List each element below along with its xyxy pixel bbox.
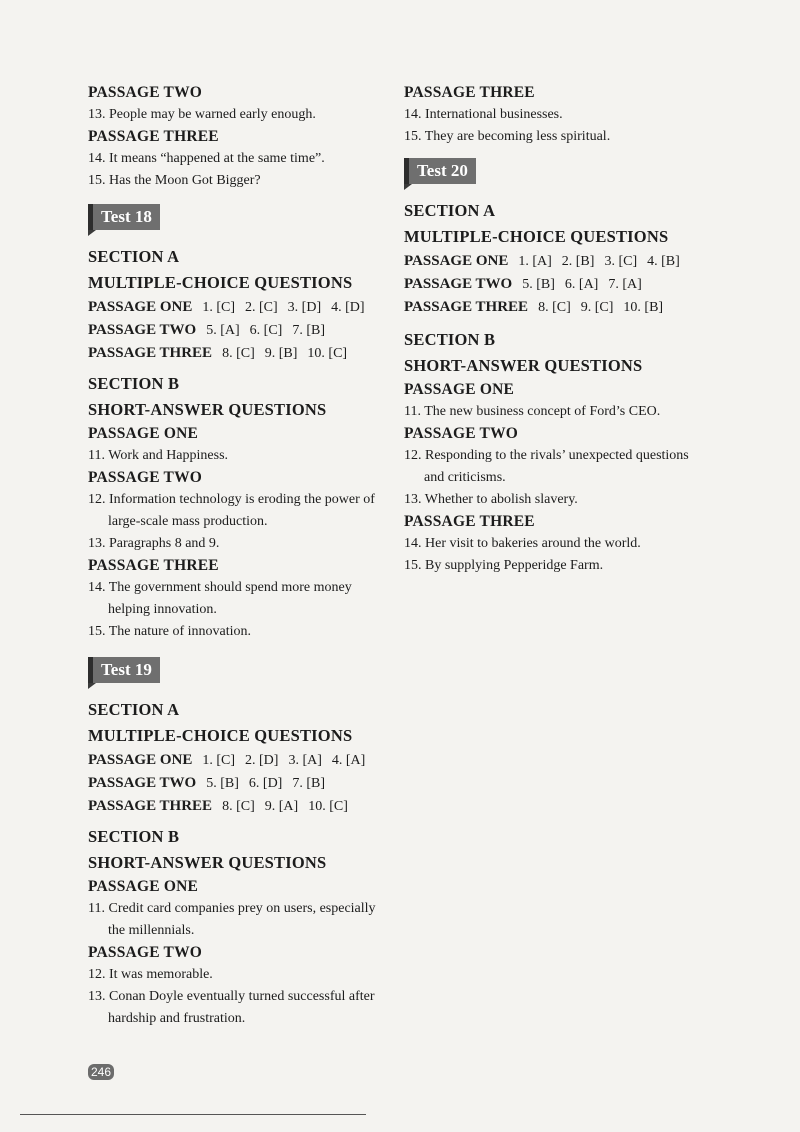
answer-12: 12. Information technology is eroding the power of large-scale mass production. [88,492,375,529]
saq-heading: SHORT-ANSWER QUESTIONS [404,356,643,375]
mcq-answer: 7. [A] [608,277,642,292]
answer-14: 14. International businesses. [404,107,563,122]
passage-one-heading: PASSAGE ONE [88,425,199,442]
mcq-answer: 8. [C] [538,300,571,315]
mcq-row-label: PASSAGE THREE [88,798,213,814]
mcq-answer: 1. [A] [518,254,552,269]
mcq-answer: 6. [D] [248,776,283,791]
mcq-row-passage-three [88,342,388,365]
test-18-badge: Test 18 [88,204,160,230]
mcq-answer: 10. [C] [307,346,348,361]
mcq-answer: 6. [A] [564,277,599,292]
mcq-answer: 3. [D] [287,300,322,315]
passage-three-heading: PASSAGE THREE [404,513,535,530]
mcq-row-label: PASSAGE TWO [404,276,513,292]
mcq-row-passage-three [88,795,388,818]
passage-three-heading: PASSAGE THREE [88,128,219,145]
mcq-answer: 9. [B] [264,346,298,361]
mcq-answer: 7. [B] [292,776,326,791]
mcq-answer: 4. [B] [647,254,680,269]
answer-11: 11. Credit card companies prey on users, especially the millennials. [88,901,376,938]
mcq-row-label: PASSAGE THREE [88,345,213,361]
mcq-answer: 6. [C] [249,323,283,338]
mcq-heading: MULTIPLE-CHOICE QUESTIONS [88,273,353,292]
mcq-answer: 5. [B] [206,776,239,791]
passage-three-heading: PASSAGE THREE [404,84,535,101]
mcq-answer: 5. [B] [522,277,555,292]
passage-two-heading: PASSAGE TWO [88,84,203,101]
section-b-heading: SECTION B [88,374,180,393]
answer-11: 11. Work and Happiness. [88,448,229,463]
mcq-answer: 10. [C] [308,799,348,814]
test-19-badge: Test 19 [88,657,160,683]
mcq-row-label: PASSAGE ONE [88,752,193,768]
mcq-heading: MULTIPLE-CHOICE QUESTIONS [88,726,353,745]
passage-one-heading: PASSAGE ONE [88,878,199,895]
section-a-heading: SECTION A [404,201,496,220]
mcq-answer: 9. [A] [264,799,299,814]
answer-12: 12. It was memorable. [88,967,213,982]
section-a-heading: SECTION A [88,700,180,719]
mcq-answer: 2. [D] [245,753,279,768]
mcq-answer: 5. [A] [206,323,240,338]
mcq-answer: 2. [B] [561,254,595,269]
page-number: 246 [88,1064,114,1080]
passage-one-heading: PASSAGE ONE [404,381,515,398]
passage-two-heading: PASSAGE TWO [88,469,203,486]
mcq-answer: 2. [C] [245,300,278,315]
mcq-answer: 8. [C] [222,799,255,814]
passage-two-heading: PASSAGE TWO [404,425,519,442]
mcq-answer: 1. [C] [202,753,235,768]
mcq-answer: 9. [C] [580,300,614,315]
mcq-answer: 4. [D] [331,300,365,315]
section-b-heading: SECTION B [404,330,496,349]
answer-13: 13. People may be warned early enough. [88,107,316,122]
mcq-answer: 8. [C] [222,346,255,361]
answer-14: 14. The government should spend more money helping innovation. [88,580,352,617]
right-column [404,82,704,577]
mcq-row-label: PASSAGE THREE [404,299,529,315]
answer-14: 14. It means “happened at the same time”. [88,151,325,166]
mcq-answer: 10. [B] [623,300,664,315]
mcq-row-passage-two [88,772,388,795]
saq-heading: SHORT-ANSWER QUESTIONS [88,400,327,419]
mcq-row-passage-one [404,250,704,273]
answer-14: 14. Her visit to bakeries around the world. [404,536,641,551]
answer-13: 13. Conan Doyle eventually turned successful after hardship and frustration. [88,989,375,1026]
mcq-row-passage-two [88,319,388,342]
answer-15: 15. By supplying Pepperidge Farm. [404,558,604,573]
mcq-answer: 1. [C] [202,300,235,315]
passage-two-heading: PASSAGE TWO [88,944,203,961]
section-a-heading: SECTION A [88,247,180,266]
mcq-row-label: PASSAGE TWO [88,322,197,338]
mcq-row-passage-two [404,273,704,296]
mcq-answer: 3. [A] [288,753,322,768]
answer-11: 11. The new business concept of Ford’s CEO. [404,404,661,419]
answer-15: 15. They are becoming less spiritual. [404,129,611,144]
mcq-row-passage-one [88,296,388,319]
mcq-row-label: PASSAGE ONE [404,253,509,269]
mcq-answer: 3. [C] [604,254,638,269]
test-20-badge: Test 20 [404,158,476,184]
mcq-row-label: PASSAGE TWO [88,775,197,791]
answer-12: 12. Responding to the rivals’ unexpected questions and criticisms. [404,448,689,485]
mcq-row-passage-one [88,749,388,772]
answer-13: 13. Whether to abolish slavery. [404,492,578,507]
answer-13: 13. Paragraphs 8 and 9. [88,536,220,551]
answer-15: 15. Has the Moon Got Bigger? [88,173,261,188]
mcq-heading: MULTIPLE-CHOICE QUESTIONS [404,227,669,246]
footer-rule [20,1114,366,1115]
passage-three-heading: PASSAGE THREE [88,557,219,574]
left-column [88,82,388,1030]
mcq-answer: 7. [B] [292,323,326,338]
saq-heading: SHORT-ANSWER QUESTIONS [88,853,327,872]
section-b-heading: SECTION B [88,827,180,846]
mcq-row-passage-three [404,296,704,319]
answer-15: 15. The nature of innovation. [88,624,252,639]
mcq-answer: 4. [A] [331,753,366,768]
mcq-row-label: PASSAGE ONE [88,299,193,315]
